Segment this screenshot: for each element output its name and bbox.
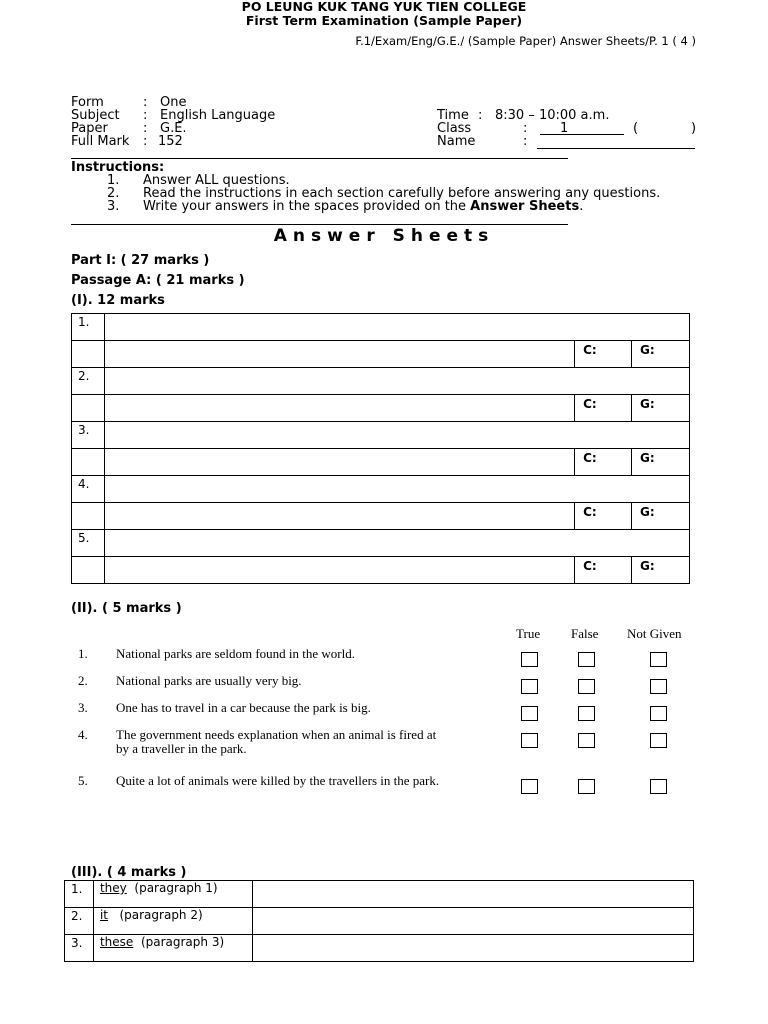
q4-c-label: C: — [575, 503, 632, 530]
statement-2-notgiven-checkbox[interactable] — [650, 679, 667, 694]
statement-4-notgiven-checkbox[interactable] — [650, 733, 667, 748]
info-paper-colon: : — [143, 121, 148, 136]
name-label: Name — [437, 134, 476, 149]
ref-1-number: 1. — [65, 881, 94, 908]
statement-5-notgiven-checkbox[interactable] — [650, 779, 667, 794]
section1-heading: (I). 12 marks — [71, 293, 165, 308]
col-true: True — [516, 626, 541, 641]
ref-2-number: 2. — [65, 908, 94, 935]
school-heading — [0, 0, 768, 28]
name-underline[interactable] — [537, 148, 695, 149]
q2-c-label: C: — [575, 395, 632, 422]
part1-heading: Part I: ( 27 marks ) — [71, 253, 210, 268]
instruction-3 — [143, 199, 583, 214]
divider-bottom — [71, 224, 568, 225]
instruction-1-num: 1. — [107, 173, 120, 188]
q5-g-label: G: — [632, 557, 690, 584]
instruction-2-text: Read the instructions in each section carefully before answering any questions. — [143, 186, 661, 201]
instruction-3-num: 3. — [107, 199, 120, 214]
paper-value: G.E. — [160, 121, 187, 136]
q1-blank — [72, 341, 105, 368]
ref-2-word-cell — [93, 908, 252, 935]
ref-3-word-cell — [93, 935, 252, 962]
statement-3-true-checkbox[interactable] — [521, 706, 538, 721]
info-time-colon: : — [478, 108, 483, 123]
info-subject-colon: : — [143, 108, 148, 123]
ref-1-paragraph: (paragraph 1) — [134, 881, 218, 895]
q2-number: 2. — [72, 368, 105, 395]
q5-answer-line-2[interactable] — [104, 557, 574, 584]
passage-a-heading: Passage A: ( 21 marks ) — [71, 273, 245, 288]
class-underline — [540, 134, 624, 135]
q5-number: 5. — [72, 530, 105, 557]
instruction-2-num: 2. — [107, 186, 120, 201]
statement-4-text-line1: The government needs explanation when an animal is fired at — [116, 727, 437, 742]
time-value: 8:30 – 10:00 a.m. — [495, 108, 610, 123]
fullmark-value: 152 — [158, 134, 183, 149]
q3-blank — [72, 449, 105, 476]
class-number-paren-open: ( — [633, 121, 639, 136]
q1-g-label: G: — [632, 341, 690, 368]
ref-2-paragraph: (paragraph 2) — [119, 908, 203, 922]
form-value: One — [160, 95, 187, 110]
subject-label: Subject — [71, 108, 120, 123]
section2-heading: (II). ( 5 marks ) — [71, 601, 182, 616]
statement-1-false-checkbox[interactable] — [578, 652, 595, 667]
divider-top — [71, 158, 568, 159]
statement-2-false-checkbox[interactable] — [578, 679, 595, 694]
instruction-1-text: Answer ALL questions. — [143, 173, 290, 188]
q3-answer-line-1[interactable] — [104, 422, 689, 449]
info-name-colon: : — [523, 134, 528, 149]
statement-5-num: 5. — [78, 773, 88, 788]
page-reference: F.1/Exam/Eng/G.E./ (Sample Paper) Answer Sheets/P. 1 ( 4 ) — [355, 34, 696, 48]
q4-answer-line-2[interactable] — [104, 503, 574, 530]
q3-answer-line-2[interactable] — [104, 449, 574, 476]
ref-2-answer[interactable] — [252, 908, 693, 935]
q3-c-label: C: — [575, 449, 632, 476]
q5-c-label: C: — [575, 557, 632, 584]
statement-4-text-line2: by a traveller in the park. — [116, 741, 247, 756]
q3-number: 3. — [72, 422, 105, 449]
q4-answer-line-1[interactable] — [104, 476, 689, 503]
ref-2-word: it — [99, 908, 109, 922]
info-fullmark-colon: : — [143, 134, 148, 149]
class-number-paren-close: ) — [691, 121, 697, 136]
statement-4-true-checkbox[interactable] — [521, 733, 538, 748]
statement-3-false-checkbox[interactable] — [578, 706, 595, 721]
statement-3-notgiven-checkbox[interactable] — [650, 706, 667, 721]
q4-number: 4. — [72, 476, 105, 503]
class-value: 1 — [560, 121, 569, 136]
statement-1-notgiven-checkbox[interactable] — [650, 652, 667, 667]
fullmark-label: Full Mark — [71, 134, 130, 149]
ref-3-answer[interactable] — [252, 935, 693, 962]
statement-1-text: National parks are seldom found in the world. — [116, 646, 355, 661]
answer-sheets-title: Answer Sheets — [273, 226, 495, 246]
q2-answer-line-2[interactable] — [104, 395, 574, 422]
time-label: Time — [437, 108, 469, 123]
ref-3-word: these — [99, 935, 134, 949]
ref-1-word-cell — [93, 881, 252, 908]
col-false: False — [571, 626, 599, 641]
q1-number: 1. — [72, 314, 105, 341]
q1-c-label: C: — [575, 341, 632, 368]
instructions-title: Instructions: — [71, 160, 165, 175]
q4-blank — [72, 503, 105, 530]
col-not-given: Not Given — [627, 626, 682, 641]
statement-1-num: 1. — [78, 646, 88, 661]
section1-answer-table — [71, 313, 690, 584]
statement-2-text: National parks are usually very big. — [116, 673, 302, 688]
instruction-3-end: . — [579, 199, 584, 214]
q2-g-label: G: — [632, 395, 690, 422]
statement-2-true-checkbox[interactable] — [521, 679, 538, 694]
q3-g-label: G: — [632, 449, 690, 476]
section3-heading: (III). ( 4 marks ) — [71, 865, 187, 880]
q5-answer-line-1[interactable] — [104, 530, 689, 557]
exam-name: First Term Examination (Sample Paper) — [245, 13, 523, 28]
statement-5-false-checkbox[interactable] — [578, 779, 595, 794]
q1-answer-line-1[interactable] — [104, 314, 689, 341]
q4-g-label: G: — [632, 503, 690, 530]
instruction-3-text: Write your answers in the spaces provided on the — [143, 199, 471, 214]
q5-blank — [72, 557, 105, 584]
subject-value: English Language — [160, 108, 276, 123]
paper-label: Paper — [71, 121, 108, 136]
form-label: Form — [71, 95, 104, 110]
ref-1-word: they — [99, 881, 127, 895]
ref-3-number: 3. — [65, 935, 94, 962]
instruction-3-bold: Answer Sheets — [470, 199, 580, 214]
statement-3-text: One has to travel in a car because the park is big. — [116, 700, 371, 715]
statement-5-text: Quite a lot of animals were killed by the travellers in the park. — [116, 773, 440, 788]
statement-4-false-checkbox[interactable] — [578, 733, 595, 748]
section3-answer-table — [64, 880, 694, 962]
ref-3-paragraph: (paragraph 3) — [140, 935, 225, 949]
info-class-colon: : — [523, 121, 528, 136]
q2-blank — [72, 395, 105, 422]
q2-answer-line-1[interactable] — [104, 368, 689, 395]
ref-1-answer[interactable] — [252, 881, 693, 908]
statement-2-num: 2. — [78, 673, 88, 688]
statement-3-num: 3. — [78, 700, 88, 715]
q1-answer-line-2[interactable] — [104, 341, 574, 368]
statement-4-num: 4. — [78, 727, 88, 742]
info-form-colon: : — [143, 95, 148, 110]
school-name: PO LEUNG KUK TANG YUK TIEN COLLEGE — [241, 0, 527, 14]
statement-5-true-checkbox[interactable] — [521, 779, 538, 794]
class-label: Class — [437, 121, 472, 136]
statement-1-true-checkbox[interactable] — [521, 652, 538, 667]
